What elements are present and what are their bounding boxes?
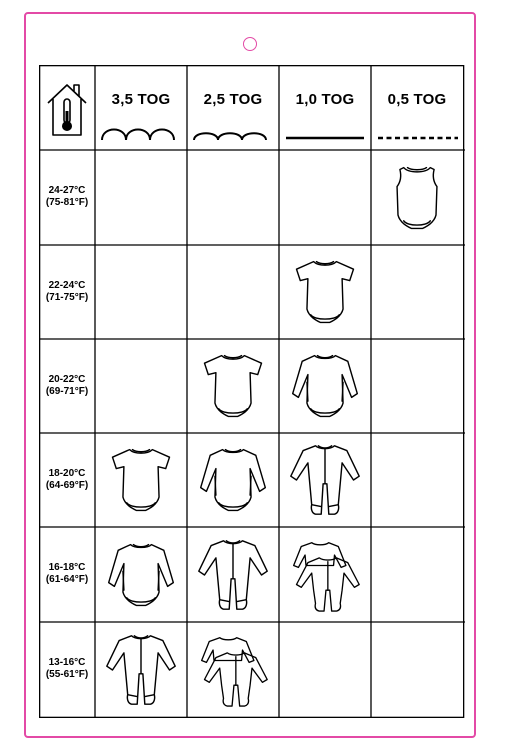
- footed-sleepsuit-icon: [287, 442, 363, 518]
- dashed-line-icon: [371, 120, 463, 144]
- tog-label-1-0: 1,0 TOG: [295, 91, 355, 108]
- temp-label-18-20: 18-20°C (64-69°F): [45, 468, 89, 491]
- long-sleeve-bodysuit-icon: [195, 442, 271, 518]
- solid-line-icon: [279, 120, 371, 144]
- temp-label-20-22: 20-22°C (69-71°F): [45, 374, 89, 397]
- footed-sleepsuit-icon: [103, 632, 179, 708]
- triple-wave-icon: [187, 120, 279, 144]
- short-sleeve-bodysuit-icon: [287, 254, 363, 330]
- temp-label-16-18: 16-18°C (61-64°F): [45, 562, 89, 585]
- long-sleeve-bodysuit-icon: [287, 348, 363, 424]
- short-sleeve-bodysuit-icon: [103, 442, 179, 518]
- layered-sleepsuit-icon: [287, 537, 363, 613]
- temp-label-24-27: 24-27°C (75-81°F): [45, 185, 89, 208]
- sleeveless-bodysuit-icon: [379, 160, 455, 236]
- temp-label-22-24: 22-24°C (71-75°F): [45, 280, 89, 303]
- layered-sleepsuit-icon: [195, 632, 271, 708]
- hang-hole: [243, 37, 257, 51]
- temp-label-13-16: 13-16°C (55-61°F): [45, 657, 89, 680]
- house-thermometer-icon: [45, 81, 89, 139]
- short-sleeve-bodysuit-icon: [195, 348, 271, 424]
- long-sleeve-bodysuit-icon: [103, 537, 179, 613]
- footed-sleepsuit-icon: [195, 537, 271, 613]
- tog-label-3-5: 3,5 TOG: [111, 91, 171, 108]
- tog-label-0-5: 0,5 TOG: [387, 91, 447, 108]
- tog-label-2-5: 2,5 TOG: [203, 91, 263, 108]
- triple-arch-icon: [95, 120, 187, 144]
